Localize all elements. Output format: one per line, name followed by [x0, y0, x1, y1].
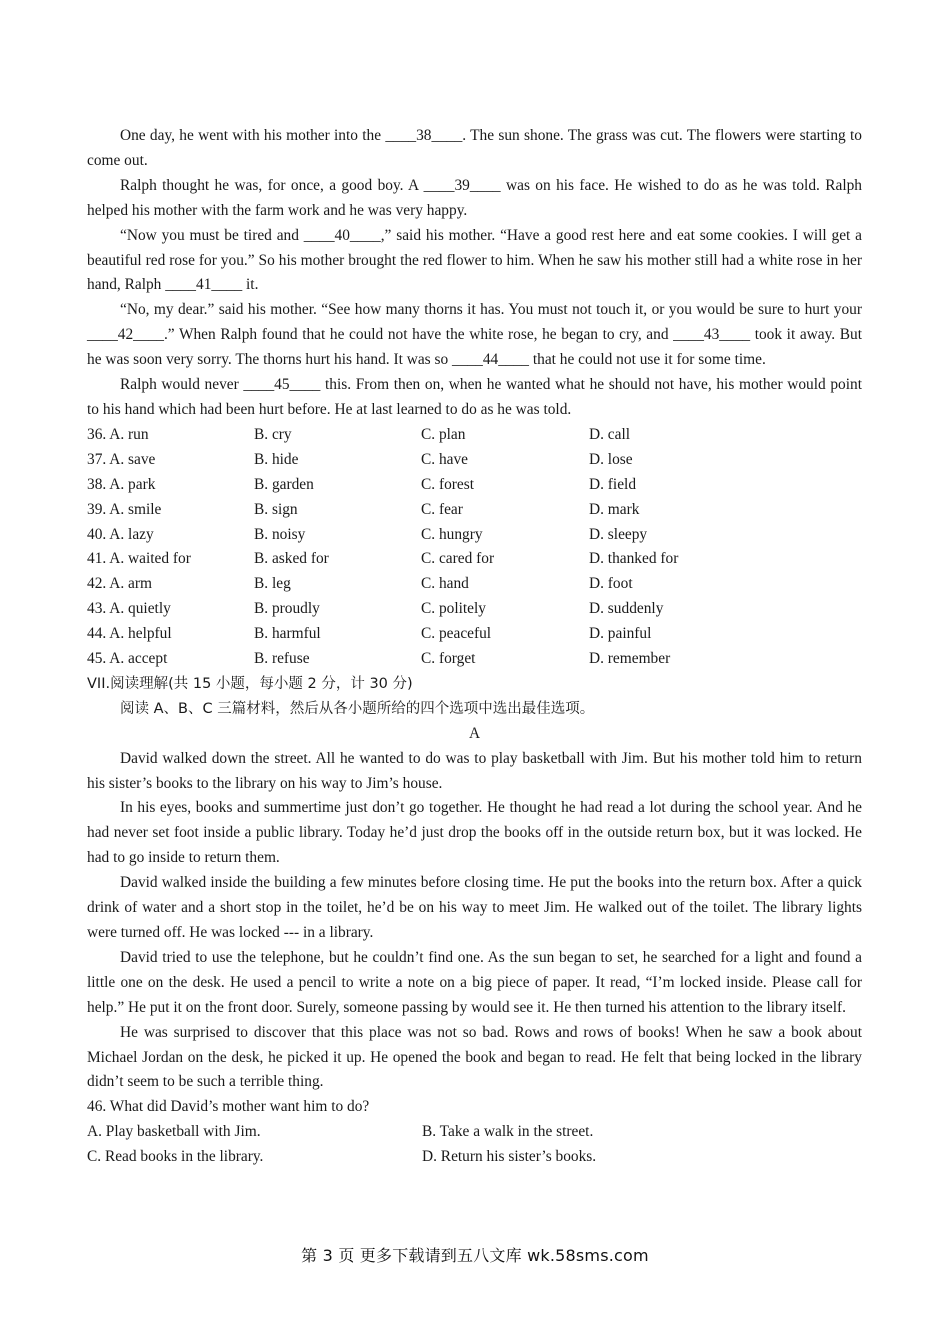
option: B. Take a walk in the street.	[422, 1123, 594, 1141]
option: 36. A. run	[87, 425, 149, 443]
option: D. remember	[589, 650, 671, 668]
option: D. lose	[589, 450, 633, 468]
option-row	[87, 448, 862, 473]
option-row	[87, 597, 862, 622]
option: D. call	[589, 425, 631, 443]
option: C. hand	[421, 575, 469, 593]
option-row	[87, 523, 862, 548]
option: 45. A. accept	[87, 650, 168, 668]
option-row	[87, 572, 862, 597]
option: C. fear	[421, 500, 463, 518]
option: C. plan	[421, 425, 466, 443]
page-footer: 第 3 页 更多下载请到五八文库 wk.58sms.com	[301, 1246, 649, 1265]
passage-label: A	[468, 724, 481, 742]
option: C. have	[421, 450, 469, 468]
passage-paragraph: In his eyes, books and summertime just don’t go together. He thought he had read a lot during the school year. And he had never set foot inside a public library. Today he’d just drop the books off in the outside return box, but it was locked. He had to go inside to return them.	[87, 799, 862, 867]
option: D. mark	[589, 500, 640, 518]
option: D. Return his sister’s books.	[422, 1148, 597, 1166]
option: 40. A. lazy	[87, 525, 154, 543]
option: D. suddenly	[589, 600, 664, 618]
option-row	[87, 622, 862, 647]
cloze-options	[87, 423, 862, 672]
option: B. hide	[254, 450, 299, 468]
passage-paragraph: David tried to use the telephone, but he couldn’t find one. As the sun began to set, he searched for a light and found a little one on the desk. He used a pencil to write a note on a big piece of paper. It read, “I’m locked inside. Please call for help.” He put it on the front door. Surely, someone passing by would see it. He then turned his attention to the library itself.	[87, 948, 862, 1016]
question-stem: 46. What did David’s mother want him to do?	[87, 1098, 370, 1116]
option: B. cry	[254, 425, 292, 443]
option: C. cared for	[421, 550, 495, 568]
option-row	[87, 473, 862, 498]
passage-paragraph: He was surprised to discover that this place was not so bad. Rows and rows of books! When he saw a book about Michael Jordan on the desk, he picked it up. He opened the book and began to read. He felt that being locked in the library didn’t seem to be such a terrible thing.	[87, 1023, 862, 1091]
option: C. peaceful	[421, 625, 492, 643]
option-row	[87, 647, 862, 672]
cloze-paragraph: Ralph would never ____45____ this. From then on, when he wanted what he should not have, his mother would point to his hand which had been hurt before. He at last learned to do as he was told.	[87, 376, 862, 418]
question-options	[87, 1120, 862, 1170]
option-row	[87, 423, 862, 448]
section-instruction: 阅读 A、B、C 三篇材料，然后从各小题所给的四个选项中选出最佳选项。	[120, 700, 595, 717]
option: 43. A. quietly	[87, 600, 171, 618]
cloze-paragraph: One day, he went with his mother into the ____38____. The sun shone. The grass was cut. The flowers were starting to come out.	[87, 127, 862, 169]
option: B. proudly	[254, 600, 320, 618]
option: 42. A. arm	[87, 575, 152, 593]
option: B. harmful	[254, 625, 321, 643]
option-row	[87, 547, 862, 572]
option: B. asked for	[254, 550, 329, 568]
option: 38. A. park	[87, 475, 156, 493]
option: D. field	[589, 475, 637, 493]
option: 41. A. waited for	[87, 550, 191, 568]
option: C. politely	[421, 600, 486, 618]
option-row	[87, 498, 862, 523]
option: D. thanked for	[589, 550, 679, 568]
section-heading: VII.阅读理解(共 15 小题，每小题 2 分，计 30 分)	[87, 675, 413, 692]
cloze-paragraph: “No, my dear.” said his mother. “See how many thorns it has. You must not touch it, or you would be sure to hurt your ____42____.” When Ralph found that he could not have the white rose, he began to cry, and ____43____ took it away. But he was soon very sorry. The thorns hurt his hand. It was so ____44____ that he could not use it for some time.	[87, 301, 862, 369]
option: D. painful	[589, 625, 652, 643]
option: A. Play basketball with Jim.	[87, 1123, 261, 1141]
option: B. garden	[254, 475, 314, 493]
option: B. sign	[254, 500, 298, 518]
cloze-paragraph: “Now you must be tired and ____40____,” said his mother. “Have a good rest here and eat some cookies. I will get a beautiful red rose for you.” So his mother brought the red flower to him. When he saw his mother still had a white rose in her hand, Ralph ____41____ it.	[87, 226, 862, 294]
option: C. hungry	[421, 525, 483, 543]
cloze-paragraph: Ralph thought he was, for once, a good boy. A ____39____ was on his face. He wished to do as he was told. Ralph helped his mother with the farm work and he was very happy.	[87, 176, 862, 219]
option: C. forget	[421, 650, 476, 668]
option: D. sleepy	[589, 525, 648, 543]
option: B. noisy	[254, 525, 306, 543]
option: 37. A. save	[87, 450, 156, 468]
passage-paragraph: David walked down the street. All he wanted to do was to play basketball with Jim. But his mother told him to return his sister’s books to the library on his way to Jim’s house.	[87, 749, 862, 792]
passage-paragraph: David walked inside the building a few minutes before closing time. He put the books into the return box. After a quick drink of water and a short stop in the toilet, he’d be on his way to meet Jim. He walked out of the toilet. The library lights were turned off. He was locked --- in a library.	[87, 874, 862, 941]
option: 44. A. helpful	[87, 625, 172, 643]
option: 39. A. smile	[87, 500, 162, 518]
option: C. Read books in the library.	[87, 1148, 264, 1166]
option: C. forest	[421, 475, 475, 493]
option: D. foot	[589, 575, 633, 593]
option: B. leg	[254, 575, 291, 593]
option: B. refuse	[254, 650, 310, 668]
exam-page	[87, 124, 862, 1170]
